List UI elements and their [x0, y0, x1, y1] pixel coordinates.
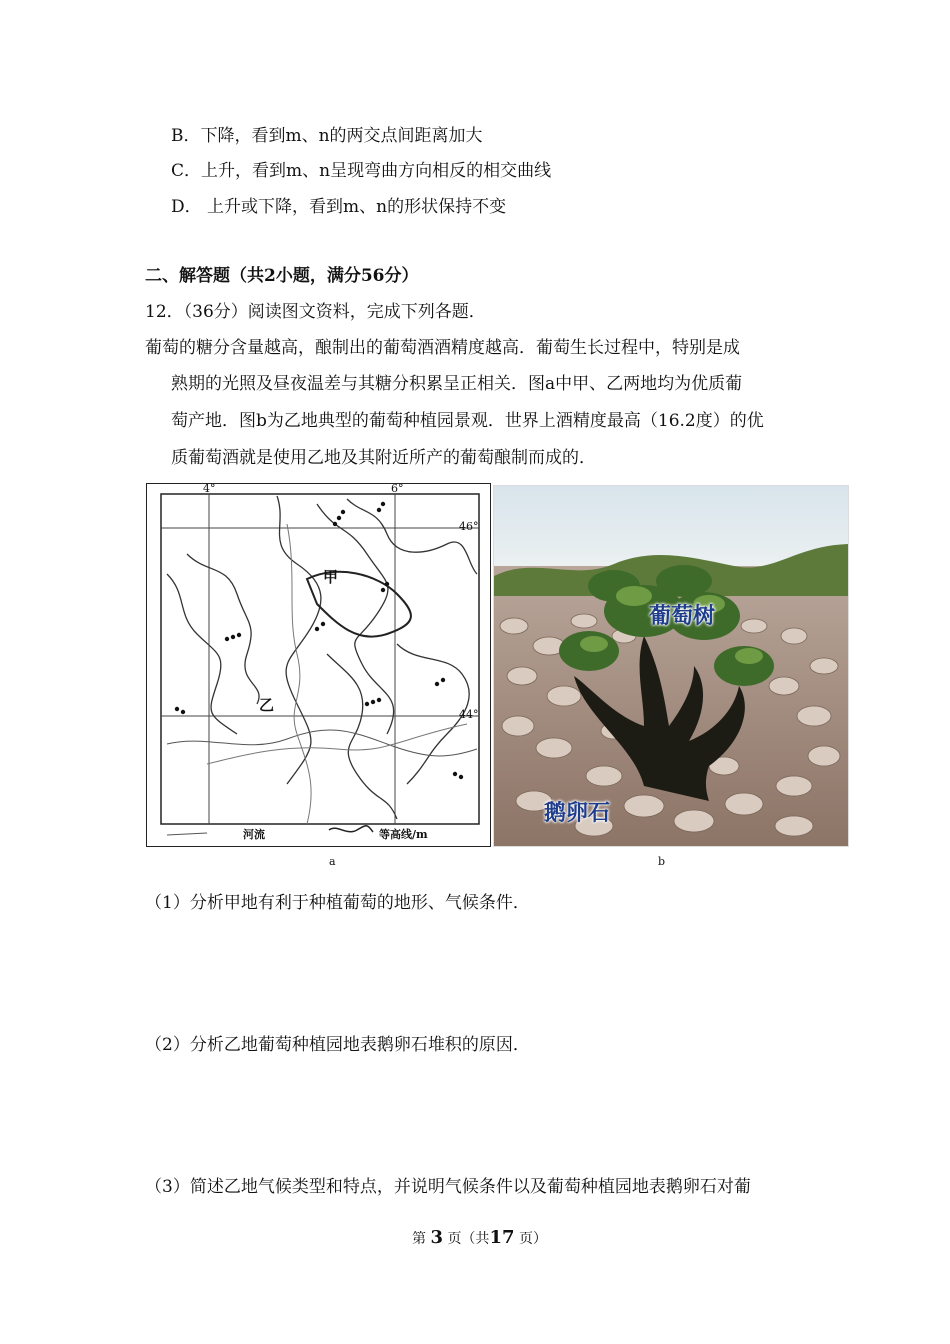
- footer-prefix: 第: [412, 1231, 426, 1247]
- map-drawing: [147, 484, 490, 846]
- sub-question-1: （1）分析甲地有利于种植葡萄的地形、气候条件．: [145, 893, 530, 913]
- map-lon-right: 6°: [391, 483, 404, 495]
- sub-question-2: （2）分析乙地葡萄种植园地表鹅卵石堆积的原因．: [145, 1035, 530, 1055]
- figure-b-photo: [493, 485, 849, 847]
- legend-contour-label: 等高线/m: [379, 828, 428, 841]
- footer-suffix: 页）: [518, 1231, 547, 1247]
- legend-river-label: 河流: [243, 828, 265, 841]
- passage-line-3: 萄产地．图b为乙地典型的葡萄种植园景观．世界上酒精度最高（16.2度）的优: [171, 411, 764, 431]
- figure-a-caption: a: [329, 855, 336, 868]
- map-lat-bottom: 44°: [459, 708, 479, 721]
- figure-a-map: [146, 483, 491, 847]
- option-c: C．上升，看到m、n呈现弯曲方向相反的相交曲线: [171, 161, 552, 181]
- map-lon-left: 4°: [203, 483, 216, 495]
- passage-line-1: 葡萄的糖分含量越高，酿制出的葡萄酒酒精度越高．葡萄生长过程中，特别是成: [145, 338, 740, 358]
- label-pebbles: 鹅卵石: [544, 801, 611, 826]
- map-label-yi: 乙: [259, 696, 275, 714]
- footer-page-number: 3: [430, 1227, 443, 1248]
- map-label-jia: 甲: [323, 568, 339, 586]
- sub-question-3: （3）简述乙地气候类型和特点，并说明气候条件以及葡萄种植园地表鹅卵石对葡: [145, 1177, 751, 1197]
- page-footer: [412, 1227, 547, 1248]
- vineyard-photo: [494, 486, 848, 846]
- map-lat-top: 46°: [459, 520, 479, 533]
- figure-b-caption: b: [658, 855, 666, 868]
- footer-total-pages: 17: [489, 1227, 515, 1248]
- footer-middle: 页（共: [447, 1231, 490, 1247]
- passage-line-2: 熟期的光照及昼夜温差与其糖分积累呈正相关．图a中甲、乙两地均为优质葡: [171, 374, 743, 394]
- option-b: B．下降，看到m、n的两交点间距离加大: [171, 126, 483, 146]
- passage-line-4: 质葡萄酒就是使用乙地及其附近所产的葡萄酿制而成的．: [171, 448, 596, 468]
- question-header: 12．（36分）阅读图文资料，完成下列各题．: [145, 302, 486, 322]
- section-title: 二、解答题（共2小题，满分56分）: [145, 266, 419, 286]
- option-d: D． 上升或下降，看到m、n的形状保持不变: [171, 197, 507, 217]
- label-grapevine: 葡萄树: [649, 604, 716, 629]
